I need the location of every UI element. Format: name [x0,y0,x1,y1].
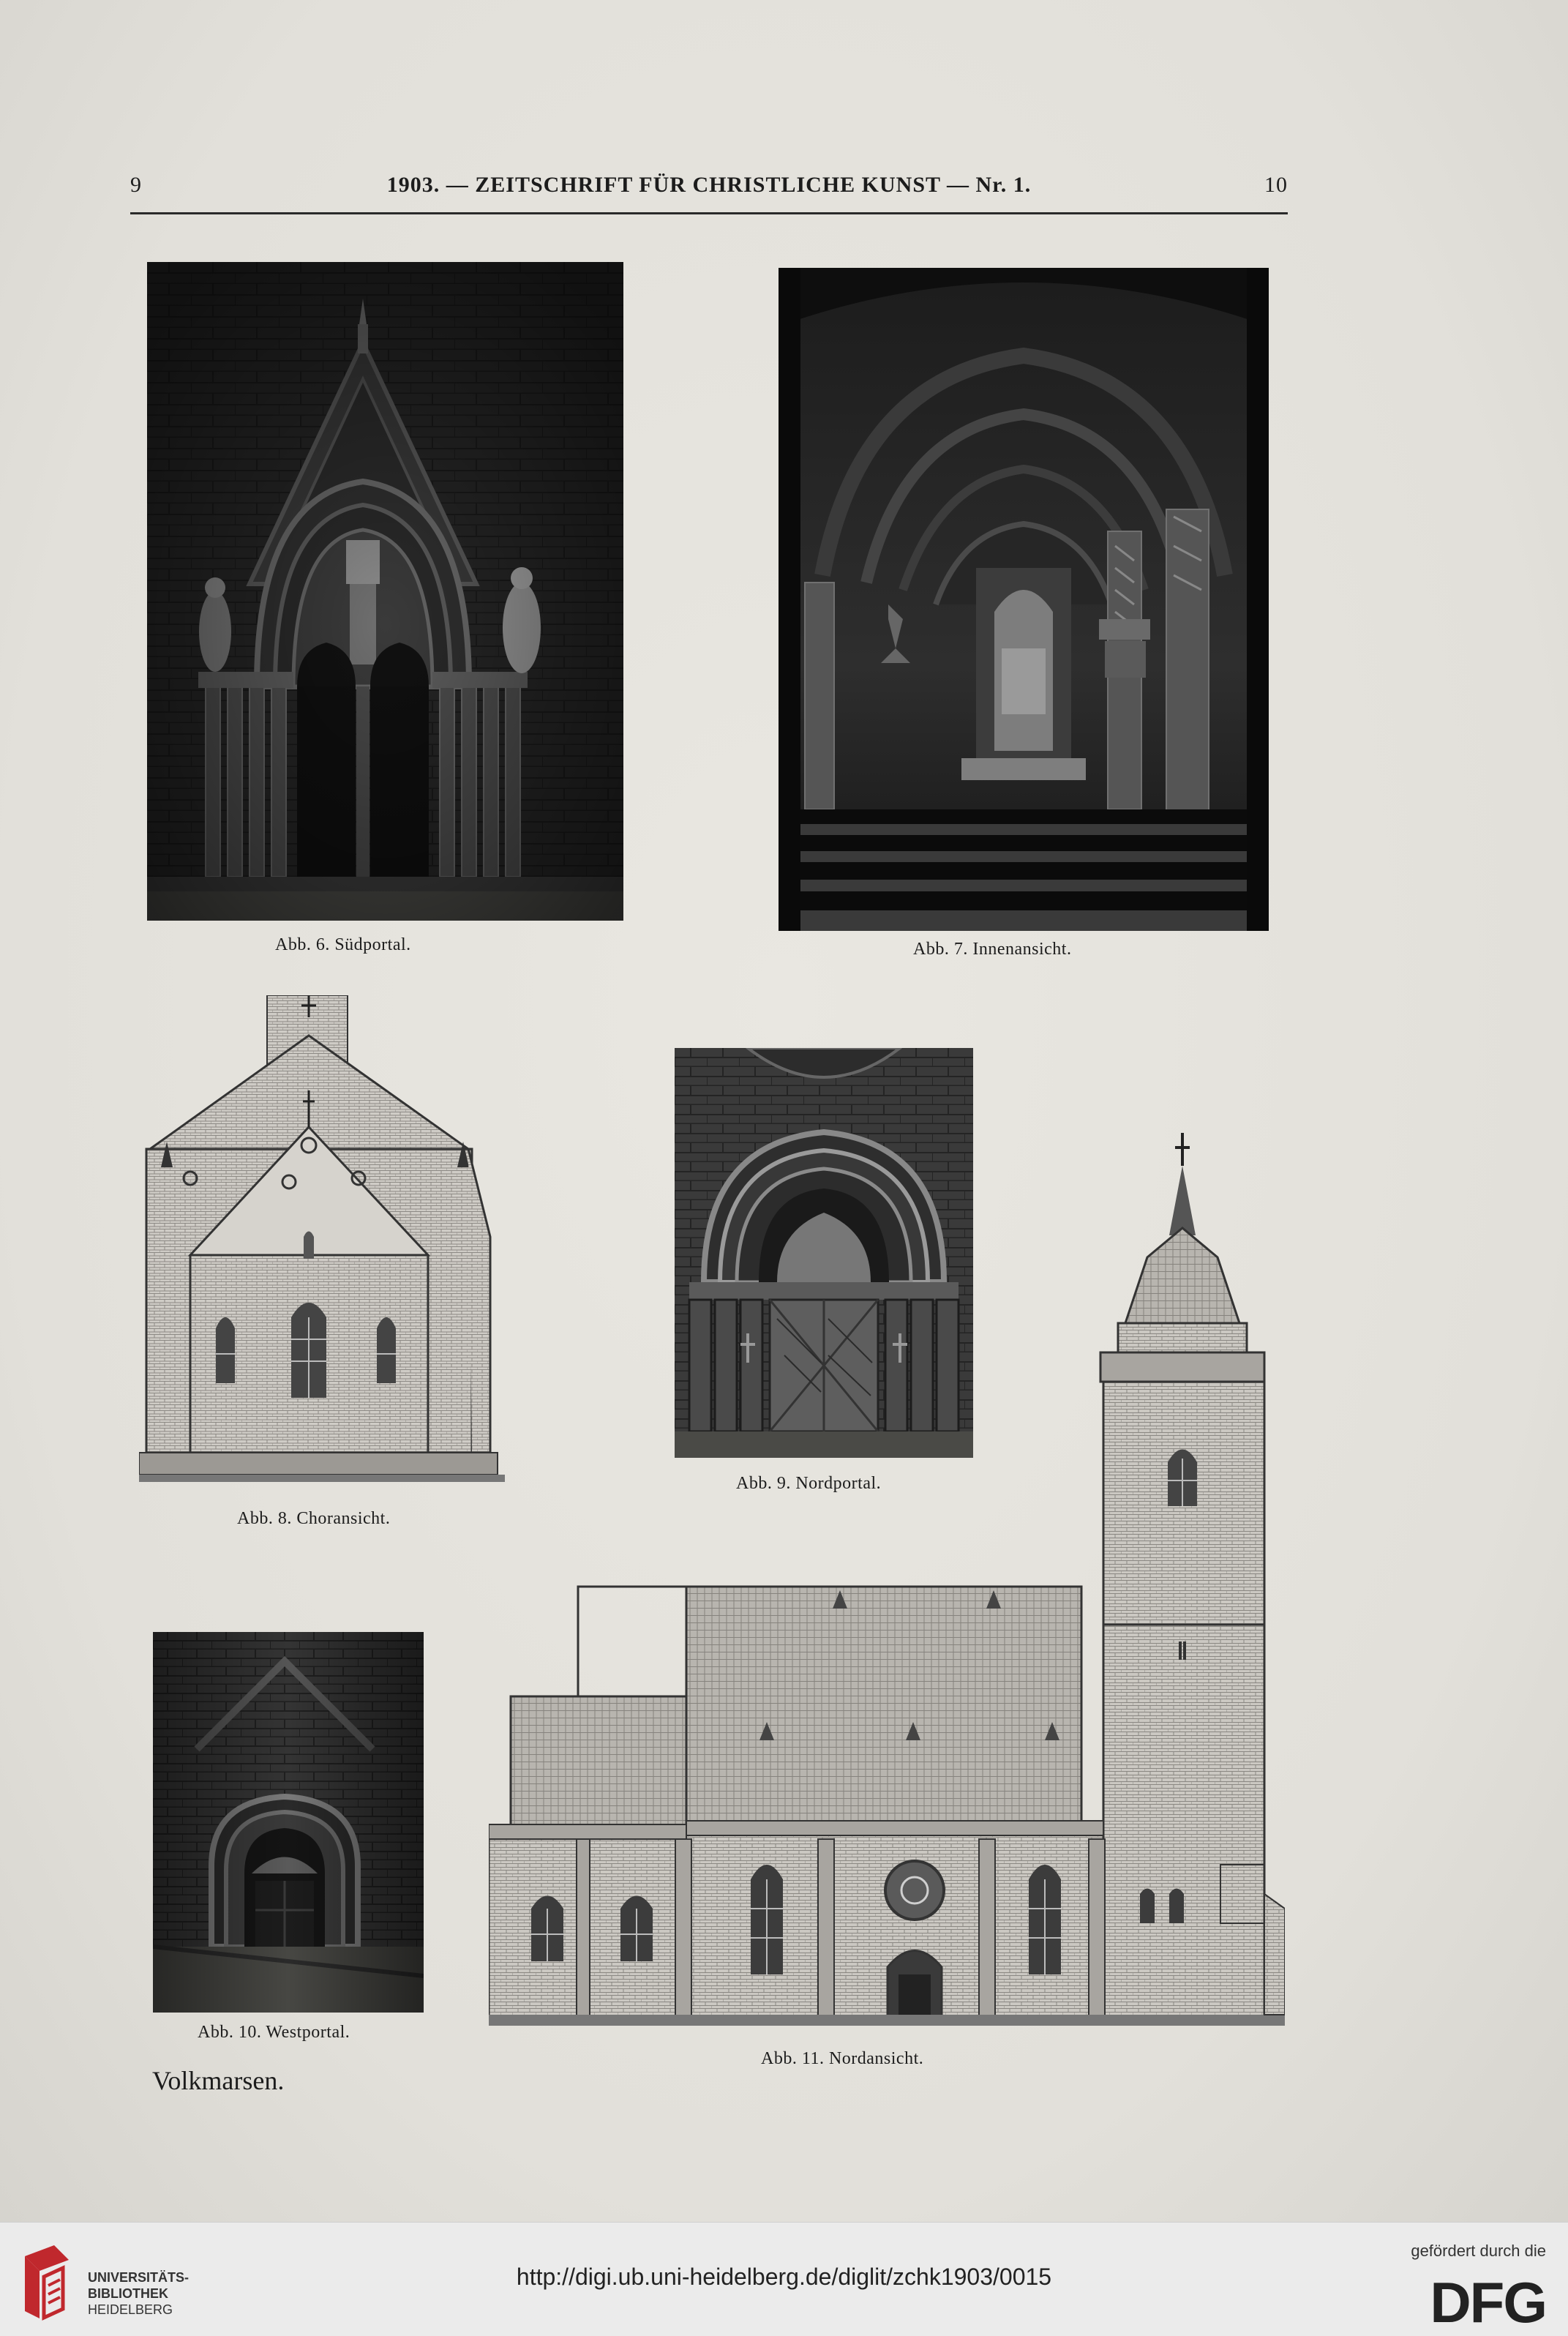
caption-figure-7: Abb. 7. Innenansicht. [913,940,1072,959]
funding-label: gefördert durch die [1411,2242,1546,2260]
figure-7-innenansicht [779,268,1269,931]
north-elevation-drawing-icon [489,1133,1285,2026]
funder-block[interactable] [1385,2242,1546,2335]
west-portal-photo-icon [153,1632,424,2013]
caption-figure-11: Abb. 11. Nordansicht. [761,2049,924,2068]
running-header [130,173,1288,209]
caption-figure-6: Abb. 6. Südportal. [275,935,411,954]
permalink-url[interactable]: http://digi.ub.uni-heidelberg.de/diglit/zchk1903/0015 [516,2264,1052,2290]
place-name: Volkmarsen. [152,2066,285,2095]
gothic-portal-photo-icon [147,262,623,921]
caption-figure-10: Abb. 10. Westportal. [198,2023,350,2042]
journal-title: 1903. — ZEITSCHRIFT FÜR CHRISTLICHE KUNST — Nr. 1. [386,173,1032,197]
dfg-logo-icon: DFG [1430,2270,1546,2335]
caption-figure-8: Abb. 8. Choransicht. [237,1509,391,1528]
figure-6-suedportal [147,262,623,921]
figure-10-westportal [153,1632,424,2013]
page-number-left: 9 [130,173,142,197]
library-line: HEIDELBERG [88,2302,173,2317]
viewer-footer [0,2222,1568,2336]
church-interior-photo-icon [779,268,1269,931]
page-number-right: 10 [1264,173,1288,197]
library-line: BIBLIOTHEK [88,2286,168,2301]
library-line: UNIVERSITÄTS- [88,2270,190,2285]
caption-figure-9: Abb. 9. Nordportal. [736,1474,882,1493]
header-rule [130,212,1288,214]
figure-11-nordansicht [489,1133,1285,2026]
